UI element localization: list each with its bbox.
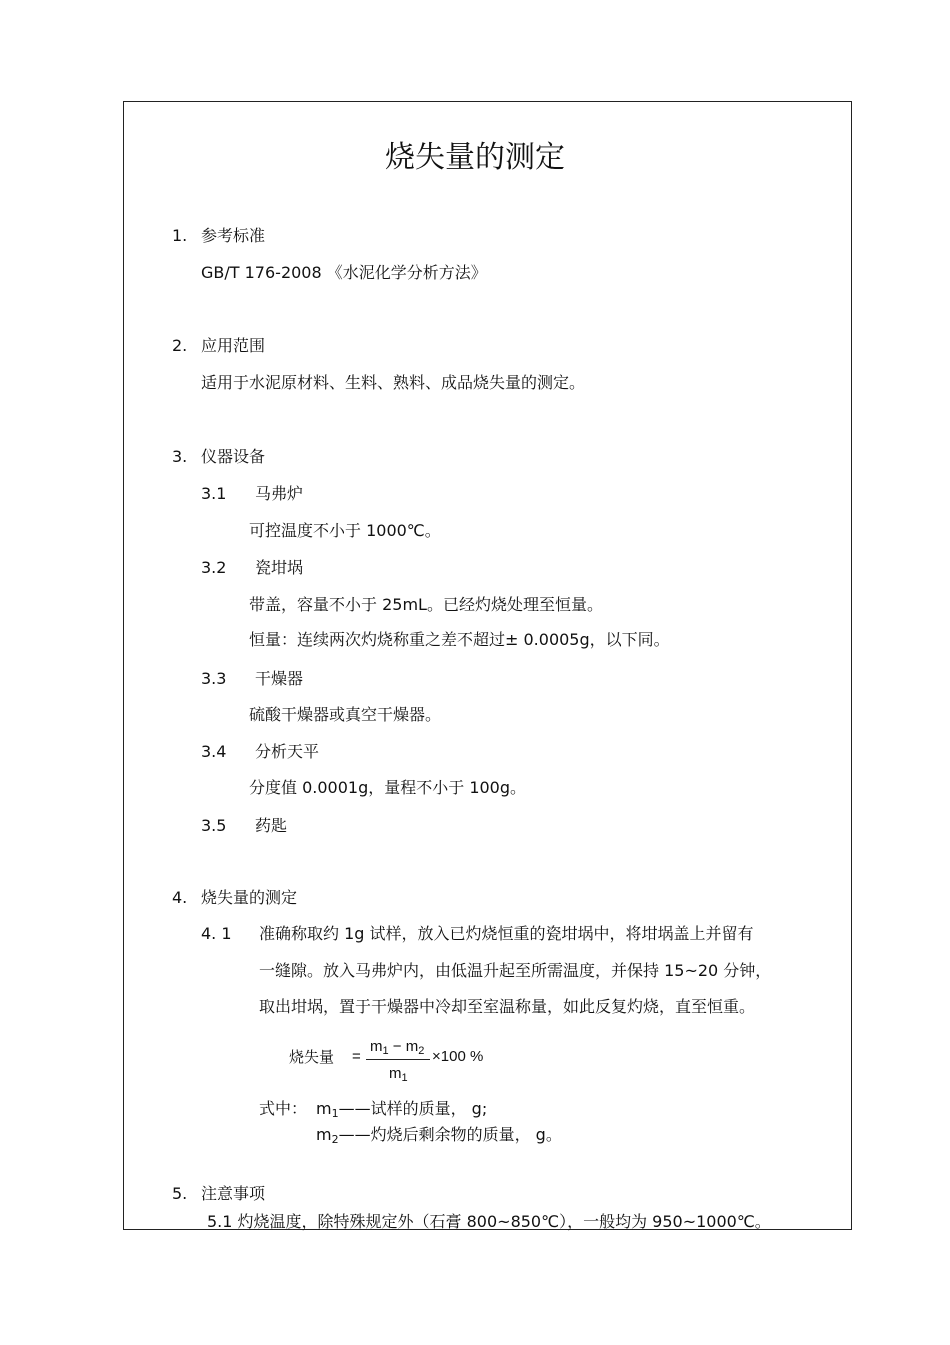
section-2-body: 适用于水泥原材料、生料、熟料、成品烧失量的测定。 <box>201 373 586 392</box>
step-4-1-line-1: 准确称取约 1g 试样，放入已灼烧恒重的瓷坩埚中，将坩埚盖上并留有 <box>259 924 754 943</box>
formula-denominator-symbol: m <box>389 1065 402 1082</box>
where-m1-symbol: m <box>316 1099 332 1118</box>
item-3-4-name: 分析天平 <box>255 742 320 761</box>
formula-m1-subscript: 1 <box>382 1045 389 1057</box>
item-3-1-line-1: 可控温度不小于 1000℃。 <box>249 521 441 540</box>
formula-numerator <box>370 1037 424 1061</box>
where-m2-subscript: 2 <box>331 1133 339 1146</box>
step-4-1-number: 4. 1 <box>201 924 232 943</box>
page-title: 烧失量的测定 <box>385 140 565 175</box>
section-5-number: 5. <box>172 1184 188 1203</box>
section-1-body: GB/T 176-2008 《水泥化学分析方法》 <box>201 263 487 282</box>
item-3-3-line-1: 硫酸干燥器或真空干燥器。 <box>249 705 442 724</box>
section-5-heading: 注意事项 <box>201 1184 266 1203</box>
formula-times-100: ×100 % <box>432 1048 484 1065</box>
item-3-1-number: 3.1 <box>201 484 227 503</box>
item-3-4-number: 3.4 <box>201 742 227 761</box>
step-4-1-line-3: 取出坩埚，置于干燥器中冷却至室温称量，如此反复灼烧，直至恒重。 <box>259 997 756 1016</box>
item-3-3-number: 3.3 <box>201 669 227 688</box>
step-4-1-line-2: 一缝隙。放入马弗炉内，由低温升起至所需温度，并保持 15~20 分钟， <box>259 961 772 980</box>
where-label: 式中： <box>259 1099 308 1118</box>
where-line-2 <box>316 1125 562 1150</box>
item-3-5-number: 3.5 <box>201 816 227 835</box>
formula-m1-symbol: m <box>370 1038 383 1055</box>
section-3-number: 3. <box>172 447 188 466</box>
formula-equals: = <box>352 1048 361 1065</box>
where-line-1 <box>316 1099 487 1124</box>
item-3-4-line-1: 分度值 0.0001g，量程不小于 100g。 <box>249 778 527 797</box>
where-m2-symbol: m <box>316 1125 332 1144</box>
formula-denominator-subscript: 1 <box>401 1072 408 1084</box>
section-1-number: 1. <box>172 226 188 245</box>
formula-minus: − <box>392 1038 402 1055</box>
item-3-2-name: 瓷坩埚 <box>255 558 304 577</box>
item-3-2-line-2: 恒量：连续两次灼烧称重之差不超过± 0.0005g，以下同。 <box>249 630 670 649</box>
where-m1-subscript: 1 <box>331 1107 339 1120</box>
section-3-heading: 仪器设备 <box>201 447 266 466</box>
item-3-1-name: 马弗炉 <box>255 484 304 503</box>
section-5-body: 5.1 灼烧温度，除特殊规定外（石膏 800~850℃），一般均为 950~1000℃。 <box>207 1212 771 1231</box>
section-1-heading: 参考标准 <box>201 226 266 245</box>
item-3-5-name: 药匙 <box>255 816 288 835</box>
formula-lhs: 烧失量 <box>289 1048 335 1066</box>
section-2-heading: 应用范围 <box>201 336 266 355</box>
item-3-3-name: 干燥器 <box>255 669 304 688</box>
item-3-2-line-1: 带盖，容量不小于 25mL。已经灼烧处理至恒量。 <box>249 595 603 614</box>
section-4-number: 4. <box>172 888 188 907</box>
formula-m2-subscript: 2 <box>418 1045 425 1057</box>
formula-m2-symbol: m <box>405 1038 419 1055</box>
item-3-2-number: 3.2 <box>201 558 227 577</box>
fraction-bar <box>366 1059 430 1060</box>
section-2-number: 2. <box>172 336 188 355</box>
formula-denominator <box>389 1064 408 1088</box>
where-m2-text: ——灼烧后剩余物的质量， g。 <box>338 1125 562 1144</box>
section-4-heading: 烧失量的测定 <box>201 888 298 907</box>
where-m1-text: ——试样的质量， g; <box>338 1099 488 1118</box>
